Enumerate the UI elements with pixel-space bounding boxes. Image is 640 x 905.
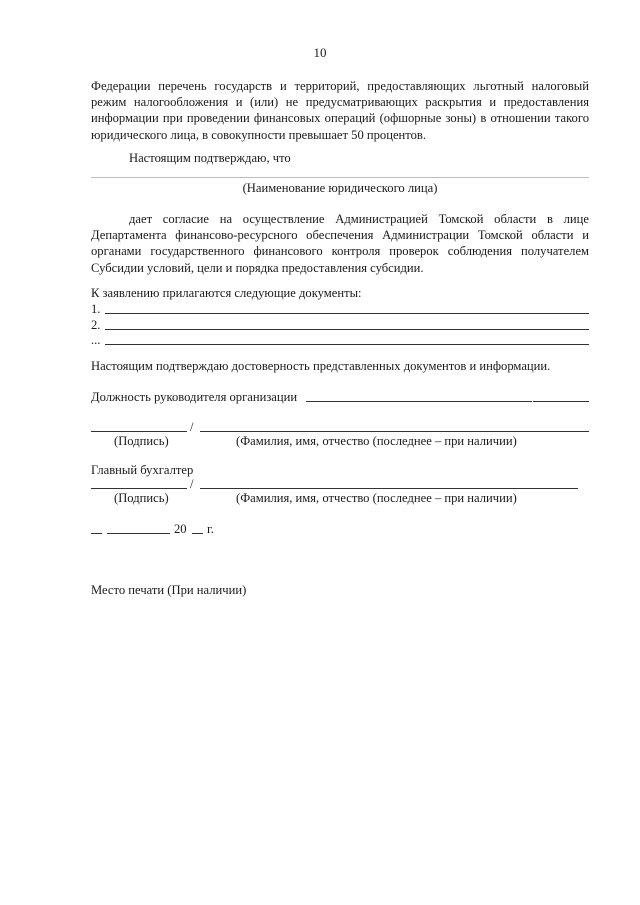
document-item-line <box>105 329 589 330</box>
head-position-label: Должность руководителя организации <box>91 390 298 404</box>
entity-name-caption: (Наименование юридического лица) <box>242 181 438 195</box>
fullname-caption: (Фамилия, имя, отчество (последнее – при наличии) <box>236 434 517 448</box>
confirm-intro: Настоящим подтверждаю, что <box>129 151 291 165</box>
chief-accountant-label: Главный бухгалтер <box>91 463 194 477</box>
fullname-caption: (Фамилия, имя, отчество (последнее – при наличии) <box>236 491 517 505</box>
date-year-suffix: г. <box>207 522 214 536</box>
head-signature-line <box>91 431 187 432</box>
document-item-number: 1. <box>91 302 101 316</box>
slash-separator: / <box>190 420 194 434</box>
document-item-number: 2. <box>91 318 101 332</box>
authenticity-statement: Настоящим подтверждаю достоверность представленных документов и информации. <box>91 359 551 373</box>
document-item-line <box>105 344 589 345</box>
slash-separator: / <box>190 477 194 491</box>
signature-caption: (Подпись) <box>114 434 169 448</box>
date-year-line <box>192 533 203 534</box>
page-number: 10 <box>313 45 327 60</box>
entity-name-line <box>91 177 589 178</box>
date-year-prefix: 20 <box>174 522 187 536</box>
head-position-line <box>306 401 532 402</box>
signature-caption: (Подпись) <box>114 491 169 505</box>
intro-paragraph: Федерации перечень государств и территорий, предоставляющих льготный налоговый режим налогообложения и (или) не предусматривающих раскрытия и предоставления информации при проведении финансовых операций (офшорные зоны) в отношении такого юридического лица, в совокупности превышает 50 процентов. <box>91 79 589 142</box>
head-position-line-end <box>533 401 589 402</box>
head-fullname-line <box>200 431 589 432</box>
date-month-line <box>107 533 170 534</box>
document-item-line <box>105 313 589 314</box>
documents-heading: К заявлению прилагаются следующие документы: <box>91 286 362 300</box>
stamp-place: Место печати (При наличии) <box>91 583 247 597</box>
document-item-number: ... <box>91 333 101 347</box>
accountant-signature-line <box>91 488 187 489</box>
accountant-fullname-line <box>200 488 578 489</box>
date-day-line <box>91 533 102 534</box>
consent-paragraph: дает согласие на осуществление Администрацией Томской области в лице Департамента финансово-ресурсного обеспечения Администрации Томской области и органами государственного финансового контроля проверок соблюдения получателем Субсидии условий, цели и порядка предоставления субсидии. <box>91 212 589 275</box>
